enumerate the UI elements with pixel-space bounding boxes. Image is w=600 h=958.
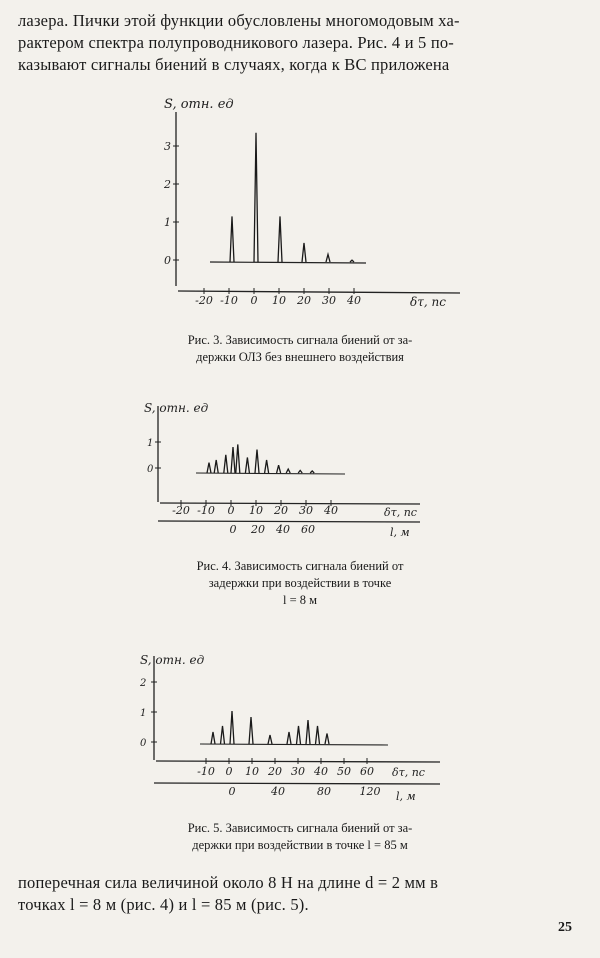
peaks-fig4 bbox=[207, 444, 314, 473]
caption-line: держки при воздействии в точке l = 85 м bbox=[192, 838, 408, 852]
caption-line: задержки при воздействии в точке bbox=[208, 576, 392, 590]
second-axis-line bbox=[154, 783, 440, 784]
caption-line: Рис. 5. Зависимость сигнала биений от за- bbox=[187, 821, 413, 835]
x-tick-label: -20 bbox=[195, 294, 213, 307]
x-tick-label: 50 bbox=[337, 765, 351, 778]
y-axis-label: S, отн. ед bbox=[144, 401, 209, 415]
x-tick-label: 0 bbox=[225, 765, 233, 778]
figure-5-chart bbox=[0, 648, 600, 808]
l-tick-label: 40 bbox=[271, 785, 285, 798]
text-line: казывают сигналы биений в случаях, когда к ВС приложена bbox=[18, 55, 450, 74]
y-tick: 0 bbox=[140, 738, 147, 749]
signal-peak bbox=[211, 732, 215, 744]
signal-peak bbox=[350, 260, 354, 262]
y-tick: 1 bbox=[147, 438, 154, 449]
l-tick-label: 0 bbox=[229, 523, 237, 536]
second-axis-line bbox=[158, 521, 420, 522]
l-tick-label: 0 bbox=[228, 785, 236, 798]
text-line: лазера. Пички этой функции обусловлены многомодовым ха- bbox=[18, 11, 460, 30]
y-tick: 0 bbox=[164, 254, 171, 267]
x-tick-label: -10 bbox=[197, 504, 215, 517]
x-tick-label: 20 bbox=[297, 294, 311, 307]
signal-peak bbox=[236, 444, 240, 473]
x-axis-line bbox=[178, 291, 460, 293]
peaks-fig3 bbox=[230, 133, 354, 262]
x-tick-label: 20 bbox=[274, 504, 288, 517]
x-tick-label: 0 bbox=[227, 504, 235, 517]
signal-peak bbox=[221, 726, 225, 744]
second-axis-label: l, м bbox=[396, 790, 416, 803]
peaks-fig5 bbox=[211, 711, 329, 744]
y-axis-label: S, отн. ед bbox=[164, 97, 234, 112]
x-tick-label: 30 bbox=[299, 504, 313, 517]
figure-4-chart bbox=[0, 396, 600, 546]
signal-peak bbox=[316, 726, 320, 744]
body-paragraph-bottom bbox=[18, 872, 574, 916]
x-axis-label: δτ, пс bbox=[384, 506, 417, 519]
signal-baseline bbox=[196, 473, 345, 474]
y-tick: 2 bbox=[164, 178, 171, 191]
signal-peak bbox=[302, 243, 306, 262]
x-tick-label: 10 bbox=[249, 504, 263, 517]
text-line: поперечная сила величиной около 8 Н на длине d = 2 мм в bbox=[18, 873, 439, 892]
signal-peak bbox=[286, 469, 290, 473]
l-tick-label: 80 bbox=[317, 785, 331, 798]
signal-peak bbox=[255, 450, 259, 473]
signal-peak bbox=[268, 735, 272, 744]
y-tick: 0 bbox=[147, 464, 154, 475]
y-axis-label: S, отн. ед bbox=[140, 653, 205, 667]
x-tick-label: 30 bbox=[322, 294, 336, 307]
signal-peak bbox=[214, 460, 218, 473]
signal-peak bbox=[306, 720, 310, 744]
x-tick-label: 40 bbox=[314, 765, 328, 778]
signal-peak bbox=[230, 216, 234, 262]
signal-peak bbox=[254, 133, 258, 262]
signal-peak bbox=[325, 734, 329, 745]
signal-peak bbox=[278, 216, 282, 262]
signal-baseline bbox=[200, 744, 388, 745]
l-ticks-fig5 bbox=[229, 785, 381, 798]
signal-peak bbox=[249, 717, 253, 744]
x-tick-label: -10 bbox=[220, 294, 238, 307]
x-tick-label: -10 bbox=[197, 765, 215, 778]
l-tick-label: 120 bbox=[359, 785, 381, 798]
figure-3-chart bbox=[0, 92, 600, 322]
x-tick-label: 20 bbox=[268, 765, 282, 778]
text-line: точках l = 8 м (рис. 4) и l = 85 м (рис. 5). bbox=[18, 895, 309, 914]
body-paragraph-top bbox=[18, 10, 574, 76]
signal-peak bbox=[207, 463, 211, 473]
signal-peak bbox=[230, 711, 234, 744]
caption-line: Рис. 3. Зависимость сигнала биений от за- bbox=[187, 333, 413, 347]
y-tick: 1 bbox=[140, 708, 147, 719]
y-tick: 3 bbox=[164, 140, 171, 153]
figure-4-caption bbox=[150, 558, 450, 609]
second-axis-label: l, м bbox=[390, 526, 410, 539]
signal-peak bbox=[245, 457, 249, 473]
figure-5-caption bbox=[140, 820, 460, 854]
signal-peak bbox=[277, 465, 281, 473]
x-tick-label: -20 bbox=[172, 504, 190, 517]
l-ticks-fig4 bbox=[230, 523, 316, 536]
l-tick-label: 60 bbox=[301, 523, 315, 536]
x-tick-label: 0 bbox=[250, 294, 258, 307]
y-tick: 2 bbox=[140, 678, 147, 689]
signal-baseline bbox=[210, 262, 366, 263]
caption-line: держки ОЛЗ без внешнего воздействия bbox=[196, 350, 404, 364]
signal-peak bbox=[326, 254, 330, 262]
signal-peak bbox=[265, 460, 269, 473]
signal-peak bbox=[297, 726, 301, 744]
x-tick-label: 10 bbox=[272, 294, 286, 307]
signal-peak bbox=[231, 447, 235, 473]
x-tick-label: 40 bbox=[347, 294, 361, 307]
page-number: 25 bbox=[558, 920, 572, 935]
figure-3-caption bbox=[140, 332, 460, 366]
l-tick-label: 40 bbox=[276, 523, 290, 536]
x-tick-label: 60 bbox=[360, 765, 374, 778]
caption-line: l = 8 м bbox=[282, 593, 318, 607]
x-tick-label: 40 bbox=[324, 504, 338, 517]
x-tick-label: 30 bbox=[291, 765, 305, 778]
y-ticks-fig4 bbox=[147, 438, 161, 475]
x-axis-label: δτ, пс bbox=[410, 295, 446, 309]
l-tick-label: 20 bbox=[251, 523, 265, 536]
x-axis-label: δτ, пс bbox=[392, 766, 425, 779]
signal-peak bbox=[310, 471, 314, 473]
text-line: рактером спектра полупроводникового лазера. Рис. 4 и 5 по- bbox=[18, 33, 454, 52]
signal-peak bbox=[287, 732, 291, 744]
signal-peak bbox=[224, 455, 228, 473]
caption-line: Рис. 4. Зависимость сигнала биений от bbox=[196, 559, 404, 573]
signal-peak bbox=[298, 470, 302, 473]
y-tick: 1 bbox=[164, 216, 171, 229]
x-tick-label: 10 bbox=[245, 765, 259, 778]
